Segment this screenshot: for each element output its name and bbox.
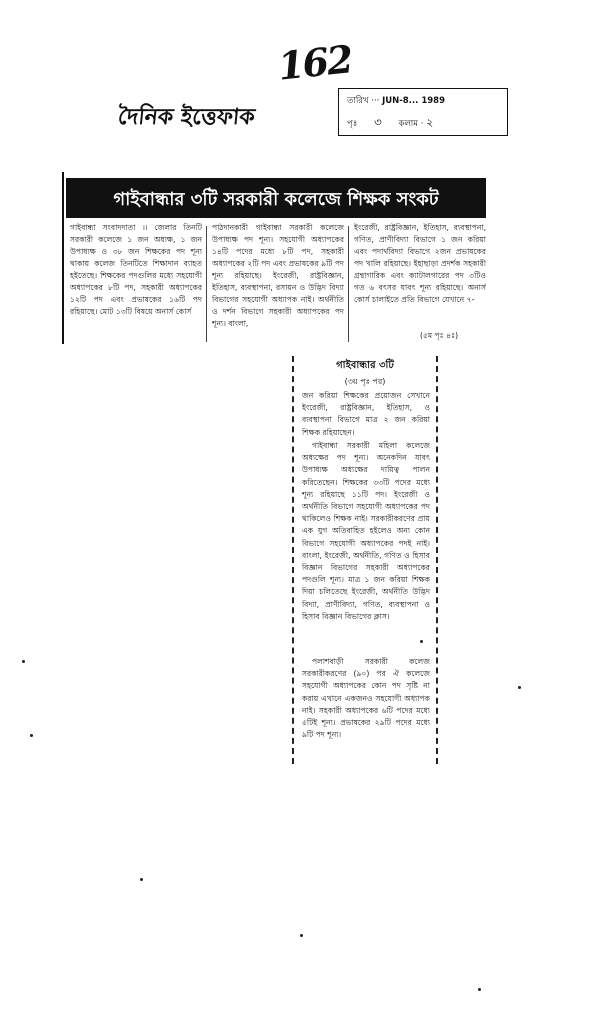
stamp-column-value: ২ <box>426 116 434 129</box>
continued-note: (৫ম পৃঃ ৪ঃ) <box>420 331 459 340</box>
scan-speck <box>30 734 33 737</box>
scan-speck <box>300 934 303 937</box>
scan-speck <box>140 878 143 881</box>
stamp-page-value: ৩ <box>374 115 382 129</box>
handwritten-page-number: 162 <box>275 36 354 89</box>
stamp-date-label: তারিখ <box>347 96 369 106</box>
column-divider <box>348 226 349 342</box>
continuation-clipping <box>292 356 438 764</box>
article-headline: গাইবান্ধার ৩টি সরকারী কলেজে শিক্ষক সংকট <box>113 189 439 210</box>
continuation-paragraph-3: পলাশবাড়ী সরকারী কলেজ সরকারীকরণের (৯০) পর ঐ কলেজে সহযোগী অধ্যাপকের কোন পদ সৃষ্টি না করায় এখানে একজনও সহযোগী অধ্যাপক নাই। সহকারী অধ্যাপকের ৬টি পদের মধ্যে ৫টিই শূন্য। প্রভাষকের ২৯টি পদের মধ্যে ৯টি পদ শূন্য। <box>302 657 430 740</box>
headline-banner <box>64 176 488 220</box>
scan-speck <box>420 640 423 643</box>
archive-stamp <box>338 88 508 136</box>
scan-speck <box>22 660 25 663</box>
stamp-page-label: পৃঃ <box>347 119 358 129</box>
stamp-date-value: JUN-8... 1989 <box>382 96 445 106</box>
article-column-2: পাঠদানকারী গাইবান্ধা সরকারী কলেজে উপাধ্যক্ষ পদ শূন্য। সহযোগী অধ্যাপকের ১৪টি পদের মধ্যে ৮টি পদ, সহকারী অধ্যাপকের ২টি পদ এবং প্রভাষকের ৯টি পদ শূন্য রহিয়াছে। ইংরেজী, রাষ্ট্রবিজ্ঞান, ইতিহাস, ব্যবস্থাপনা, রসায়ন ও উদ্ভিদ বিদ্যা বিভাগের সহযোগী অধ্যাপক নাই। অর্থনীতি ও দর্শন বিভাগে সহকারী অধ্যাপকের পদ শূন্য। বাংলা, <box>212 223 344 328</box>
continuation-paragraph-1: জন করিয়া শিক্ষকের প্রয়োজন সেখানে ইংরেজী, রাষ্ট্রবিজ্ঞান, ইতিহাস, ও ব্যবস্থাপনা বিভাগে মাত্র ২ জন করিয়া শিক্ষক রহিয়াছেন। <box>302 391 430 437</box>
continuation-subheading: (৩য় পৃঃ পর) <box>344 377 386 386</box>
stamp-page-row: পৃঃ ৩ কলাম · ২ <box>347 115 434 129</box>
scan-speck <box>478 988 481 991</box>
article-column-1: গাইবান্ধা সংবাদদাতা ।। জেলার তিনটি সরকারী কলেজে ১ জন অধ্যক্ষ, ১ জন উপাধ্যক্ষ ও ৩৮ জন শিক্ষকের পদ শূন্য থাকায় কলেজ তিনটিতে শিক্ষাদান ব্যাহত হইতেছে। শিক্ষকের পদগুলির মধ্যে সহযোগী অধ্যাপকের ৮টি পদ, সহকারী অধ্যাপকের ১২টি পদ এবং প্রভাষকের ১৬টি পদ রহিয়াছে। মোট ১৩টি বিষয়ে অনার্স কোর্স <box>70 223 202 316</box>
continuation-heading: গাইবান্ধার ৩টি <box>336 360 394 371</box>
column-divider <box>206 226 207 342</box>
stamp-column-label: কলাম <box>398 119 418 129</box>
article-column-3: ইংরেজী, রাষ্ট্রবিজ্ঞান, ইতিহাস, ব্যবস্থাপনা, গণিত, প্রাণীবিদ্যা বিভাগে ১ জন করিয়া এবং পদার্থবিদ্যা বিভাগে ২জন প্রভাষকের পদ খালি রহিয়াছে। ইহাছাড়া প্রদর্শক সহকারী গ্রন্থাগারিক এবং ক্যাটালগারের পদ ৩টিও গত ৬ বৎসর যাবৎ শূন্য রহিয়াছে। অনার্স কোর্স চালাইতে প্রতি বিভাগে যেখানে ৭- <box>354 223 486 304</box>
stamp-date-row: তারিখ ··· JUN-8... 1989 <box>347 96 445 106</box>
newspaper-masthead: দৈনিক ইত্তেফাক <box>116 104 257 130</box>
continuation-paragraph-2: গাইবান্ধা সরকারী মহিলা কলেজে অধ্যক্ষের পদ শূন্য। অনেকদিন যাবৎ উপাধ্যক্ষ অধ্যক্ষের দায়িত্ব পালন করিতেছেন। শিক্ষকের ৩৩টি পদের মধ্যে শূন্য রহিয়াছে ১১টি পদ। ইংরেজী ও অর্থনীতি বিভাগে সহযোগী অধ্যাপকের পদ থাকিলেও শিক্ষক নাই। সরকারীকরণের প্রায় এক যুগ অতিবাহিত হইলেও অন্য কোন বিভাগে সহযোগী অধ্যাপকের পদই নাই। বাংলা, ইংরেজী, অর্থনীতি, গণিত ও হিসাব বিজ্ঞান বিভাগের সহকারী অধ্যাপকের পদগুলি শূন্য। মাত্র ১ জন করিয়া শিক্ষক দিয়া চলিতেছে ইংরেজী, অর্থনীতি উদ্ভিদ বিদ্যা, প্রাণীবিদ্যা, গণিত, ব্যবস্থাপনা ও হিসাব বিজ্ঞান বিভাগের ক্লাস। <box>302 441 430 621</box>
scan-speck <box>518 686 521 689</box>
